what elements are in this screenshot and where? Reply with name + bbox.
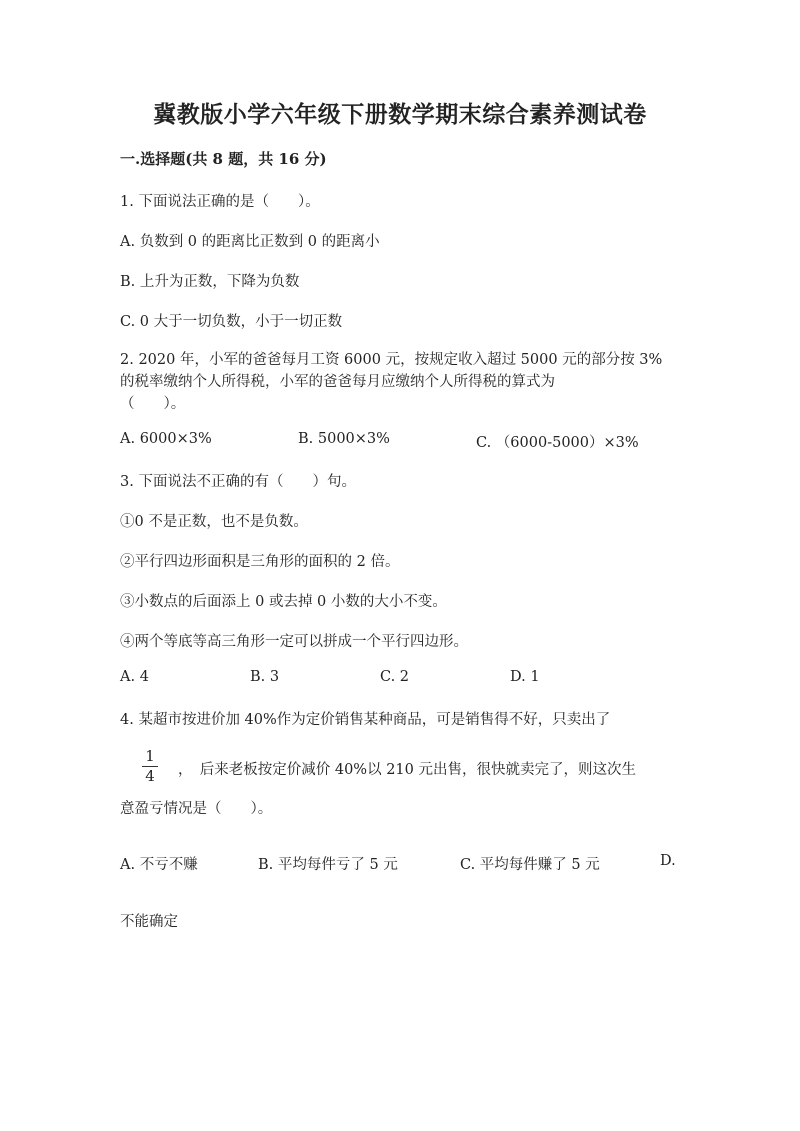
question-4-option-c: C. 平均每件赚了 5 元 <box>460 857 600 873</box>
question-3-option-b: B. 3 <box>250 669 280 685</box>
question-4-option-d-text: 不能确定 <box>120 914 178 930</box>
question-2-stem-line-2: 的税率缴纳个人所得税，小军的爸爸每月应缴纳个人所得税的算式为 <box>120 374 555 390</box>
question-1-option-b: B. 上升为正数，下降为负数 <box>120 274 300 290</box>
question-3-statement-1: ①0 不是正数，也不是负数。 <box>120 514 308 530</box>
fraction-one-quarter <box>140 748 160 785</box>
question-3-statement-4: ④两个等底等高三角形一定可以拼成一个平行四边形。 <box>120 634 468 650</box>
question-3-statement-2: ②平行四边形面积是三角形的面积的 2 倍。 <box>120 554 400 570</box>
question-2-stem-line-1: 2. 2020 年，小军的爸爸每月工资 6000 元，按规定收入超过 5000 元的部分按 3% <box>120 352 663 368</box>
question-4-option-d: D. <box>660 853 676 869</box>
question-3-option-c: C. 2 <box>380 669 410 685</box>
question-2-option-a: A. 6000×3% <box>120 431 212 447</box>
question-2-stem-line-3: （ ）。 <box>120 396 186 412</box>
question-3-statement-3: ③小数点的后面添上 0 或去掉 0 小数的大小不变。 <box>120 594 447 610</box>
question-3-stem: 3. 下面说法不正确的有（ ）句。 <box>120 474 356 490</box>
question-1-stem: 1. 下面说法正确的是（ ）。 <box>120 194 320 210</box>
fraction-numerator: 1 <box>145 747 155 765</box>
question-2-option-b: B. 5000×3% <box>298 431 390 447</box>
question-4-option-a: A. 不亏不赚 <box>120 857 198 873</box>
section-heading: 一.选择题(共 8 题，共 16 分) <box>120 150 327 168</box>
question-4-stem-line-1: 4. 某超市按进价加 40%作为定价销售某种商品，可是销售得不好，只卖出了 <box>120 712 611 728</box>
question-1-option-c: C. 0 大于一切负数，小于一切正数 <box>120 314 343 330</box>
fraction-denominator: 4 <box>145 767 155 785</box>
question-3-option-d: D. 1 <box>510 669 540 685</box>
question-1-option-a: A. 负数到 0 的距离比正数到 0 的距离小 <box>120 234 380 250</box>
question-4-stem-line-2: ， 后来老板按定价减价 40%以 210 元出售，很快就卖完了，则这次生 <box>178 762 636 778</box>
question-3-option-a: A. 4 <box>120 669 149 685</box>
question-4-option-b: B. 平均每件亏了 5 元 <box>258 857 398 873</box>
question-4-stem-line-3: 意盈亏情况是（ ）。 <box>120 801 273 817</box>
page-title: 冀教版小学六年级下册数学期末综合素养测试卷 <box>153 101 647 128</box>
question-2-option-c: C. （6000-5000）×3% <box>476 435 639 451</box>
